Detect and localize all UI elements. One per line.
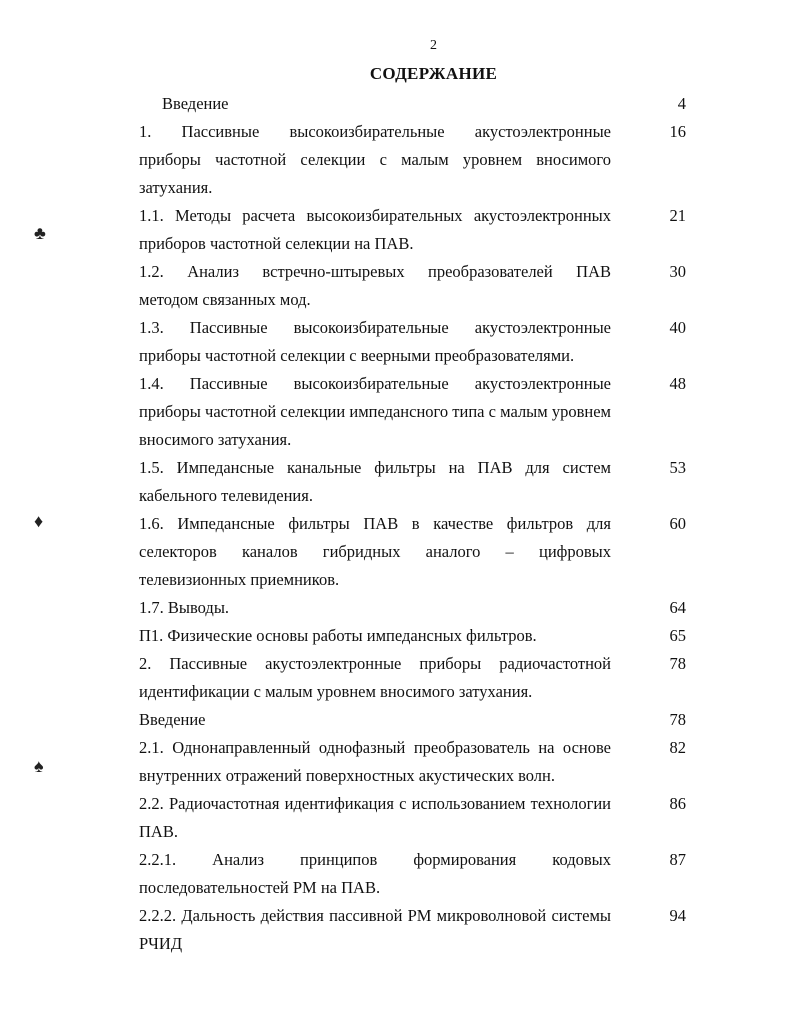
toc-page-number: 87 [669, 850, 686, 869]
toc-entry-line: телевизионных приемников. [139, 570, 340, 589]
toc-entry-text [139, 706, 611, 734]
toc-entry-line: 2.2.1. Анализ принципов формирования кодовых [139, 850, 611, 869]
toc-entry-line: 2.2.2. Дальность действия пассивной РМ микроволновой системы [139, 906, 611, 925]
toc-entry-line: П1. Физические основы работы импедансных фильтров. [139, 626, 537, 645]
toc-entry-text [139, 622, 611, 650]
toc-entry-text [139, 202, 611, 258]
toc-entry-text [139, 594, 611, 622]
toc-entry-line: Введение [139, 710, 206, 729]
toc-entry-line: методом связанных мод. [139, 290, 311, 309]
toc-page-number: 48 [669, 374, 686, 393]
toc-entry-text [139, 370, 611, 454]
toc-page-number: 78 [669, 710, 686, 729]
toc-page-number: 78 [669, 654, 686, 673]
toc-entry-line: 2.1. Однонаправленный однофазный преобразователь на основе [139, 738, 611, 757]
toc-entry-line: кабельного телевидения. [139, 486, 313, 505]
scan-speck-icon: ♦ [34, 511, 44, 531]
toc-entry-line: 1.4. Пассивные высокоизбирательные акустоэлектронные [139, 374, 611, 393]
toc-entry-text [139, 734, 611, 790]
toc-page-number: 4 [677, 94, 686, 113]
toc-entry-line: 1.7. Выводы. [139, 598, 230, 617]
toc-page-number: 30 [669, 262, 686, 281]
toc-entry-line: приборы частотной селекции импедансного типа с малым уровнем [139, 402, 611, 421]
toc-page-number: 60 [669, 514, 686, 533]
scan-speck-icon: ♣ [34, 223, 46, 243]
toc-page-number: 64 [669, 598, 686, 617]
toc-entry-line: затухания. [139, 178, 213, 197]
toc-entry-text [139, 846, 611, 902]
toc-page-number: 86 [669, 794, 686, 813]
toc-entry-text [139, 790, 611, 846]
toc-entry-line: Введение [162, 94, 229, 113]
toc-page-number: 94 [669, 906, 686, 925]
page-number: 2 [430, 38, 437, 53]
toc-entry-text [162, 90, 634, 118]
toc-page-number: 53 [669, 458, 686, 477]
toc-entry-line: ПАВ. [139, 822, 178, 841]
scan-speck-icon: ♠ [34, 756, 44, 776]
toc-page-number: 65 [669, 626, 686, 645]
toc-entry-text [139, 454, 611, 510]
toc-entry-line: 1.5. Импедансные канальные фильтры на ПАВ для систем [139, 458, 611, 477]
toc-entry-line: 1.3. Пассивные высокоизбирательные акустоэлектронные [139, 318, 611, 337]
toc-entry-text [139, 650, 611, 706]
toc-entry-line: 2.2. Радиочастотная идентификация с использованием технологии [139, 794, 611, 813]
toc-entry-line: 1.6. Импедансные фильтры ПАВ в качестве фильтров для [139, 514, 611, 533]
toc-entry-line: 1.2. Анализ встречно-штыревых преобразователей ПАВ [139, 262, 611, 281]
toc-entry-text [139, 314, 611, 370]
toc-entry-line: вносимого затухания. [139, 430, 292, 449]
toc-page-number: 21 [669, 206, 686, 225]
page-title: СОДЕРЖАНИЕ [369, 64, 498, 83]
toc-page-number: 16 [669, 122, 686, 141]
toc-entry-line: приборы частотной селекции с малым уровнем вносимого [139, 150, 611, 169]
toc-entry-text [139, 118, 611, 202]
toc-entry-line: приборы частотной селекции с веерными преобразователями. [139, 346, 575, 365]
toc-page-number: 82 [669, 738, 686, 757]
toc-entry-line: 2. Пассивные акустоэлектронные приборы радиочастотной [139, 654, 611, 673]
toc-entry-line: 1.1. Методы расчета высокоизбирательных акустоэлектронных [139, 206, 611, 225]
toc-entry-line: 1. Пассивные высокоизбирательные акустоэлектронные [139, 122, 611, 141]
toc-entry-line: идентификации с малым уровнем вносимого затухания. [139, 682, 533, 701]
toc-entry-line: селекторов каналов гибридных аналого – цифровых [139, 542, 611, 561]
toc-entry-line: внутренних отражений поверхностных акустических волн. [139, 766, 555, 785]
toc-entry-line: последовательностей РМ на ПАВ. [139, 878, 381, 897]
toc-entry-text [139, 510, 611, 594]
toc-entry-text [139, 902, 611, 958]
toc-entry-text [139, 258, 611, 314]
toc-page-number: 40 [669, 318, 686, 337]
toc-entry-line: РЧИД [139, 934, 183, 953]
toc-entry-line: приборов частотной селекции на ПАВ. [139, 234, 414, 253]
